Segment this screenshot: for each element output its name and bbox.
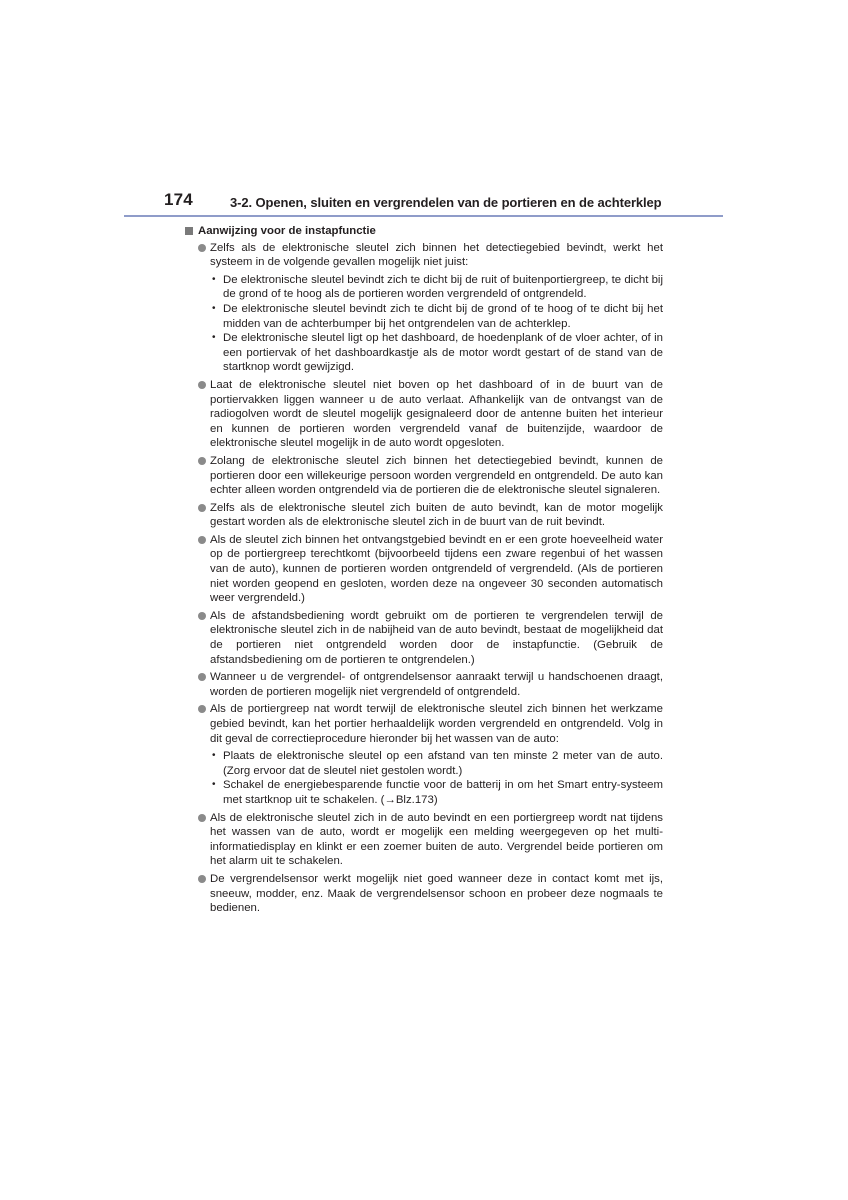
header-divider	[124, 215, 723, 217]
circle-bullet-icon	[198, 814, 206, 822]
circle-bullet-icon	[198, 244, 206, 252]
list-item-text: Zelfs als de elektronische sleutel zich buiten de auto bevindt, kan de motor mogelijk gestart worden als de elektronische sleutel zich in de buurt van de ruit bevindt.	[210, 501, 663, 529]
circle-bullet-icon	[198, 536, 206, 544]
sub-list-item	[210, 749, 663, 778]
dot-bullet-icon: •	[212, 750, 216, 762]
list-item	[185, 872, 663, 916]
sub-list-item-text: Schakel de energiebesparende functie voor de batterij in om het Smart entry-systeem met startknop uit te schakelen. (→Blz.173)	[223, 779, 663, 806]
dot-bullet-icon: •	[212, 779, 216, 791]
section-title: 3-2. Openen, sluiten en vergrendelen van de portieren en de achterklep	[230, 195, 662, 210]
list-item-text: De vergrendelsensor werkt mogelijk niet goed wanneer deze in contact komt met ijs, sneeuw, modder, enz. Maak de vergrendelsensor schoon en probeer deze nogmaals te bedienen.	[210, 872, 663, 915]
main-content	[185, 224, 663, 919]
dot-bullet-icon: •	[212, 273, 216, 285]
list-item	[185, 811, 663, 869]
sub-list-item	[210, 302, 663, 331]
square-bullet-icon	[185, 227, 193, 235]
list-item	[185, 501, 663, 530]
sub-list-item-text: De elektronische sleutel bevindt zich te dicht bij de ruit of buitenportiergreep, te dicht bij de grond of te hoog als de portieren worden vergrendeld of ontgrendeld.	[223, 273, 663, 301]
list-item-text: Laat de elektronische sleutel niet boven op het dashboard of in de buurt van de portiervakken liggen wanneer u de auto verlaat. Afhankelijk van de ontvangst van de radiogolven wordt de sleutel mogelijk gesignaleerd door de antenne buiten het interieur en kunnen de portieren worden vergrendeld vanaf de buitenzijde, waardoor de elektronische sleutel mogelijk in de auto wordt opgesloten.	[210, 378, 663, 450]
sub-list	[210, 273, 663, 375]
circle-bullet-icon	[198, 875, 206, 883]
list-item	[185, 609, 663, 667]
circle-bullet-icon	[198, 705, 206, 713]
subheading	[185, 224, 663, 239]
circle-bullet-icon	[198, 612, 206, 620]
circle-bullet-icon	[198, 673, 206, 681]
list-item-text: Als de afstandsbediening wordt gebruikt om de portieren te vergrendelen terwijl de elektronische sleutel zich in de nabijheid van de auto bevindt, bestaat de mogelijkheid dat de portieren niet ontgrendeld worden door de instapfunctie. (Gebruik de afstandsbediening om de portieren te ontgrendelen.)	[210, 609, 663, 666]
list-item-text: Zolang de elektronische sleutel zich binnen het detectiegebied bevindt, kunnen de portieren door een willekeurige persoon worden vergrendeld en ontgrendeld. De auto kan echter alleen worden ontgrendeld via de portieren die de elektronische sleutel signaleren.	[210, 454, 663, 497]
sub-list-item-text: De elektronische sleutel ligt op het dashboard, de hoedenplank of de vloer achter, of in een portiervak of het dashboardkastje als de motor wordt gestart of de stand van de startknop wordt gewijzigd.	[223, 332, 663, 374]
list-item-text: Als de sleutel zich binnen het ontvangstgebied bevindt en er een grote hoeveelheid water op de portiergreep terechtkomt (bijvoorbeeld tijdens een zware regenbui of het wassen van de auto), kunnen de portieren worden ontgrendeld of vergrendeld. (Als de portieren niet worden geopend en gesloten, worden deze na ongeveer 30 seconden automatisch weer vergrendeld.)	[210, 533, 663, 605]
sub-list-item	[210, 273, 663, 302]
list-item-text: Als de elektronische sleutel zich in de auto bevindt en een portiergreep wordt nat tijdens het wassen van de auto, wordt er mogelijk een melding weergegeven op het multi-informatiedisplay en klinkt er een zoemer buiten de auto. Vergrendel beide portieren om het alarm uit te schakelen.	[210, 811, 663, 868]
list-item-text: Wanneer u de vergrendel- of ontgrendelsensor aanraakt terwijl u handschoenen draagt, worden de portieren mogelijk niet vergrendeld of ontgrendeld.	[210, 671, 663, 698]
list-item	[185, 533, 663, 606]
dot-bullet-icon: •	[212, 332, 216, 344]
list-item-text: Zelfs als de elektronische sleutel zich binnen het detectiegebied bevindt, werkt het systeem in de volgende gevallen mogelijk niet juist:	[210, 241, 663, 269]
circle-bullet-icon	[198, 504, 206, 512]
list-item	[185, 241, 663, 375]
list-item	[185, 378, 663, 451]
sub-list	[210, 749, 663, 807]
circle-bullet-icon	[198, 457, 206, 465]
list-item	[185, 454, 663, 498]
sub-list-item-text: De elektronische sleutel bevindt zich te dicht bij de grond of te hoog of te dicht bij het midden van de achterbumper bij het ontgrendelen van de achterklep.	[223, 302, 663, 330]
sub-list-item-text: Plaats de elektronische sleutel op een afstand van ten minste 2 meter van de auto. (Zorg ervoor dat de sleutel niet gestolen wordt.)	[223, 750, 663, 777]
page-number: 174	[164, 190, 193, 209]
bullet-list	[185, 241, 663, 916]
list-item	[185, 670, 663, 699]
sub-list-item	[210, 331, 663, 375]
subheading-text: Aanwijzing voor de instapfunctie	[198, 225, 376, 237]
sub-list-item	[210, 778, 663, 807]
list-item	[185, 702, 663, 807]
circle-bullet-icon	[198, 381, 206, 389]
dot-bullet-icon: •	[212, 302, 216, 314]
list-item-text: Als de portiergreep nat wordt terwijl de elektronische sleutel zich binnen het werkzame gebied bevindt, kan het portier herhaaldelijk worden vergrendeld en ontgrendeld. Volg in dit geval de correctieprocedure hieronder bij het wassen van de auto:	[210, 703, 663, 745]
